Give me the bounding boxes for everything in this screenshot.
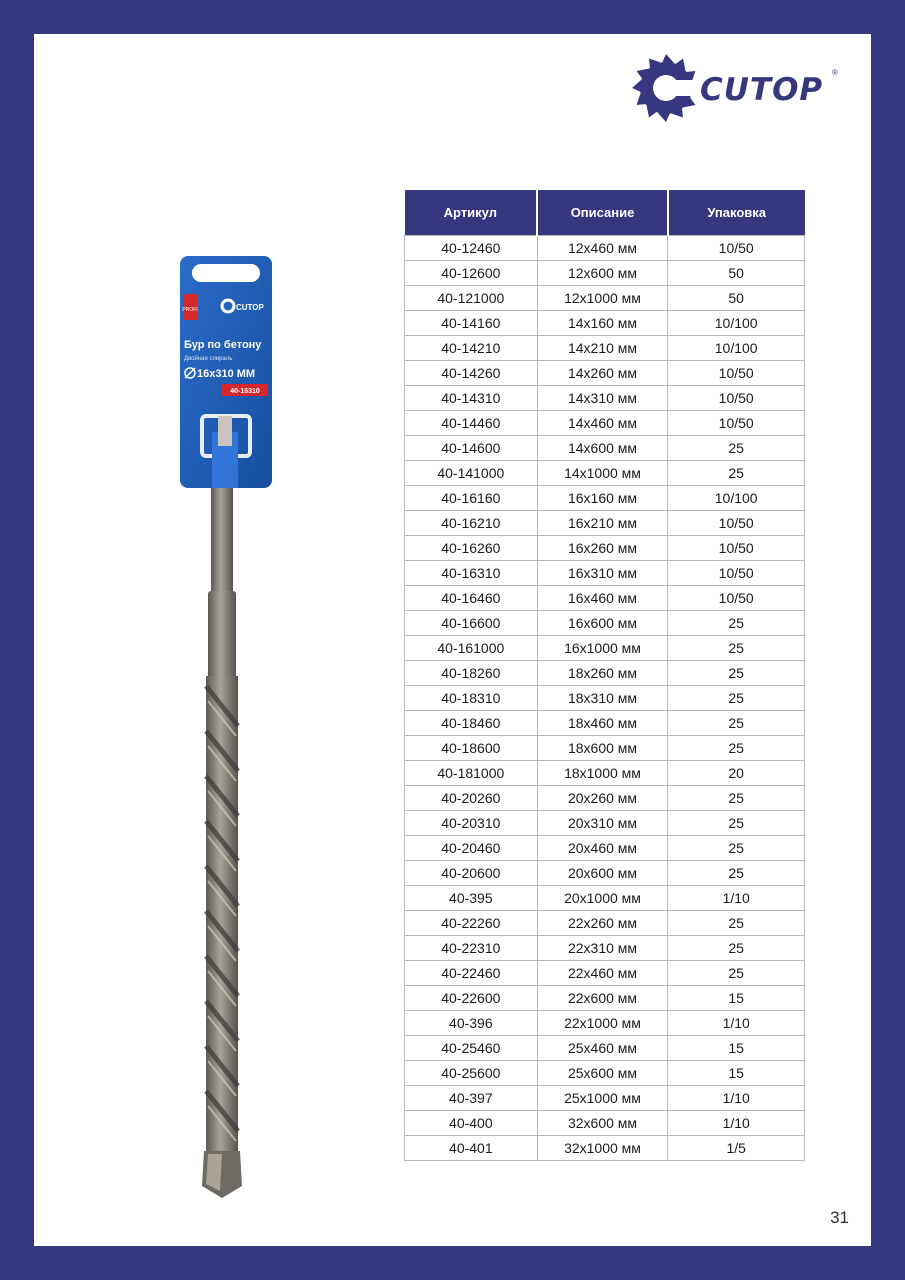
cell-article: 40-18460	[405, 711, 538, 736]
cell-packaging: 10/50	[668, 561, 805, 586]
table-row	[405, 1086, 805, 1111]
cell-article: 40-22310	[405, 936, 538, 961]
table-row	[405, 386, 805, 411]
table-row	[405, 1011, 805, 1036]
cell-packaging: 25	[668, 661, 805, 686]
table-row	[405, 986, 805, 1011]
table-row	[405, 961, 805, 986]
column-header-packaging: Упаковка	[668, 190, 805, 236]
cell-description: 18x600 мм	[537, 736, 668, 761]
cell-description: 22x460 мм	[537, 961, 668, 986]
product-image	[178, 256, 274, 1201]
cell-article: 40-400	[405, 1111, 538, 1136]
cell-description: 16x160 мм	[537, 486, 668, 511]
brand-logo	[632, 54, 842, 122]
card-subtitle: Двойная спираль	[184, 356, 233, 362]
cell-packaging: 15	[668, 1061, 805, 1086]
cell-packaging: 25	[668, 961, 805, 986]
cell-article: 40-396	[405, 1011, 538, 1036]
cell-article: 40-395	[405, 886, 538, 911]
table-row	[405, 1061, 805, 1086]
brand-name: CUTOP	[700, 72, 824, 108]
table-row	[405, 761, 805, 786]
cell-packaging: 25	[668, 736, 805, 761]
cell-packaging: 50	[668, 261, 805, 286]
page-number: 31	[830, 1208, 849, 1227]
cell-article: 40-16160	[405, 486, 538, 511]
cell-description: 25x460 мм	[537, 1036, 668, 1061]
cell-article: 40-397	[405, 1086, 538, 1111]
cell-article: 40-141000	[405, 461, 538, 486]
cell-description: 16x1000 мм	[537, 636, 668, 661]
cell-description: 20x260 мм	[537, 786, 668, 811]
cell-article: 40-161000	[405, 636, 538, 661]
table-row	[405, 1136, 805, 1161]
table-row	[405, 1036, 805, 1061]
table-header-row	[405, 190, 805, 236]
profi-badge-text: PROFI	[182, 307, 198, 313]
table-row	[405, 436, 805, 461]
cell-article: 40-25600	[405, 1061, 538, 1086]
cell-article: 40-20460	[405, 836, 538, 861]
cell-article: 40-121000	[405, 286, 538, 311]
cell-description: 14x260 мм	[537, 361, 668, 386]
table-row	[405, 911, 805, 936]
cell-description: 18x310 мм	[537, 686, 668, 711]
table-row	[405, 361, 805, 386]
table-row	[405, 536, 805, 561]
table-row	[405, 511, 805, 536]
cell-description: 16x210 мм	[537, 511, 668, 536]
drill-bit-illustration	[178, 256, 274, 1201]
cell-article: 40-181000	[405, 761, 538, 786]
cell-packaging: 10/50	[668, 536, 805, 561]
cell-packaging: 25	[668, 811, 805, 836]
table-row	[405, 1111, 805, 1136]
cell-article: 40-16310	[405, 561, 538, 586]
cell-packaging: 1/10	[668, 886, 805, 911]
table-row	[405, 411, 805, 436]
cell-article: 40-16600	[405, 611, 538, 636]
cell-packaging: 10/100	[668, 311, 805, 336]
cell-description: 20x460 мм	[537, 836, 668, 861]
cell-description: 25x1000 мм	[537, 1086, 668, 1111]
cell-packaging: 10/50	[668, 511, 805, 536]
cell-description: 20x600 мм	[537, 861, 668, 886]
card-code: 40-16310	[230, 388, 260, 395]
cell-description: 18x260 мм	[537, 661, 668, 686]
table-row	[405, 311, 805, 336]
cell-packaging: 50	[668, 286, 805, 311]
cell-description: 18x1000 мм	[537, 761, 668, 786]
cell-packaging: 15	[668, 1036, 805, 1061]
table-row	[405, 486, 805, 511]
table-row	[405, 661, 805, 686]
cell-description: 20x1000 мм	[537, 886, 668, 911]
table-row	[405, 711, 805, 736]
cell-packaging: 25	[668, 611, 805, 636]
cell-description: 16x310 мм	[537, 561, 668, 586]
cell-article: 40-16210	[405, 511, 538, 536]
cell-description: 16x600 мм	[537, 611, 668, 636]
table-row	[405, 286, 805, 311]
card-title: Бур по бетону	[184, 339, 262, 351]
cell-article: 40-18260	[405, 661, 538, 686]
cell-article: 40-18600	[405, 736, 538, 761]
table-row	[405, 586, 805, 611]
cell-article: 40-16260	[405, 536, 538, 561]
cell-packaging: 10/50	[668, 411, 805, 436]
cell-description: 16x460 мм	[537, 586, 668, 611]
column-header-article: Артикул	[405, 190, 538, 236]
cell-description: 32x600 мм	[537, 1111, 668, 1136]
cell-description: 18x460 мм	[537, 711, 668, 736]
cell-article: 40-14260	[405, 361, 538, 386]
cell-packaging: 25	[668, 686, 805, 711]
cell-description: 12x460 мм	[537, 236, 668, 261]
table-row	[405, 336, 805, 361]
table-row	[405, 861, 805, 886]
cell-description: 22x260 мм	[537, 911, 668, 936]
cell-article: 40-14210	[405, 336, 538, 361]
table-row	[405, 261, 805, 286]
cell-packaging: 25	[668, 636, 805, 661]
cell-packaging: 15	[668, 986, 805, 1011]
cell-article: 40-16460	[405, 586, 538, 611]
cell-article: 40-14310	[405, 386, 538, 411]
cell-description: 22x310 мм	[537, 936, 668, 961]
cell-packaging: 10/100	[668, 336, 805, 361]
cell-packaging: 1/10	[668, 1086, 805, 1111]
cell-packaging: 10/50	[668, 386, 805, 411]
cell-article: 40-25460	[405, 1036, 538, 1061]
cell-description: 12x1000 мм	[537, 286, 668, 311]
table-row	[405, 561, 805, 586]
catalog-page	[34, 34, 871, 1246]
table-row	[405, 836, 805, 861]
cell-description: 16x260 мм	[537, 536, 668, 561]
cell-packaging: 1/10	[668, 1011, 805, 1036]
cell-article: 40-20600	[405, 861, 538, 886]
card-size: 16x310 MM	[197, 368, 256, 380]
cell-packaging: 1/10	[668, 1111, 805, 1136]
cell-description: 12x600 мм	[537, 261, 668, 286]
cell-article: 40-18310	[405, 686, 538, 711]
cell-description: 14x160 мм	[537, 311, 668, 336]
cell-article: 40-22260	[405, 911, 538, 936]
cell-description: 14x210 мм	[537, 336, 668, 361]
cell-packaging: 20	[668, 761, 805, 786]
cell-description: 32x1000 мм	[537, 1136, 668, 1161]
cell-packaging: 25	[668, 936, 805, 961]
column-header-description: Описание	[537, 190, 668, 236]
cell-article: 40-14160	[405, 311, 538, 336]
table-row	[405, 736, 805, 761]
cell-packaging: 1/5	[668, 1136, 805, 1161]
cell-packaging: 25	[668, 711, 805, 736]
cell-article: 40-401	[405, 1136, 538, 1161]
cell-packaging: 25	[668, 836, 805, 861]
table-row	[405, 811, 805, 836]
cell-packaging: 25	[668, 436, 805, 461]
product-table	[404, 190, 805, 1161]
cell-article: 40-20260	[405, 786, 538, 811]
table-row	[405, 886, 805, 911]
cell-description: 14x1000 мм	[537, 461, 668, 486]
cell-article: 40-12460	[405, 236, 538, 261]
cell-article: 40-22460	[405, 961, 538, 986]
cell-packaging: 25	[668, 911, 805, 936]
cell-description: 14x310 мм	[537, 386, 668, 411]
cell-packaging: 10/50	[668, 361, 805, 386]
cell-packaging: 10/50	[668, 236, 805, 261]
cell-packaging: 25	[668, 461, 805, 486]
table-row	[405, 786, 805, 811]
cell-article: 40-22600	[405, 986, 538, 1011]
table-row	[405, 686, 805, 711]
cell-description: 14x460 мм	[537, 411, 668, 436]
cell-description: 22x600 мм	[537, 986, 668, 1011]
cell-article: 40-20310	[405, 811, 538, 836]
card-brand: CUTOP	[236, 303, 264, 312]
table-row	[405, 236, 805, 261]
cell-description: 25x600 мм	[537, 1061, 668, 1086]
saw-blade-icon	[632, 54, 704, 122]
cell-article: 40-14460	[405, 411, 538, 436]
table-body	[405, 236, 805, 1161]
cell-article: 40-12600	[405, 261, 538, 286]
cell-packaging: 25	[668, 861, 805, 886]
cell-packaging: 10/50	[668, 586, 805, 611]
cell-description: 14x600 мм	[537, 436, 668, 461]
cell-description: 22x1000 мм	[537, 1011, 668, 1036]
table-row	[405, 936, 805, 961]
cell-article: 40-14600	[405, 436, 538, 461]
cell-description: 20x310 мм	[537, 811, 668, 836]
cell-packaging: 10/100	[668, 486, 805, 511]
table-row	[405, 461, 805, 486]
table-row	[405, 611, 805, 636]
table-row	[405, 636, 805, 661]
registered-mark: ®	[832, 68, 838, 77]
cell-packaging: 25	[668, 786, 805, 811]
